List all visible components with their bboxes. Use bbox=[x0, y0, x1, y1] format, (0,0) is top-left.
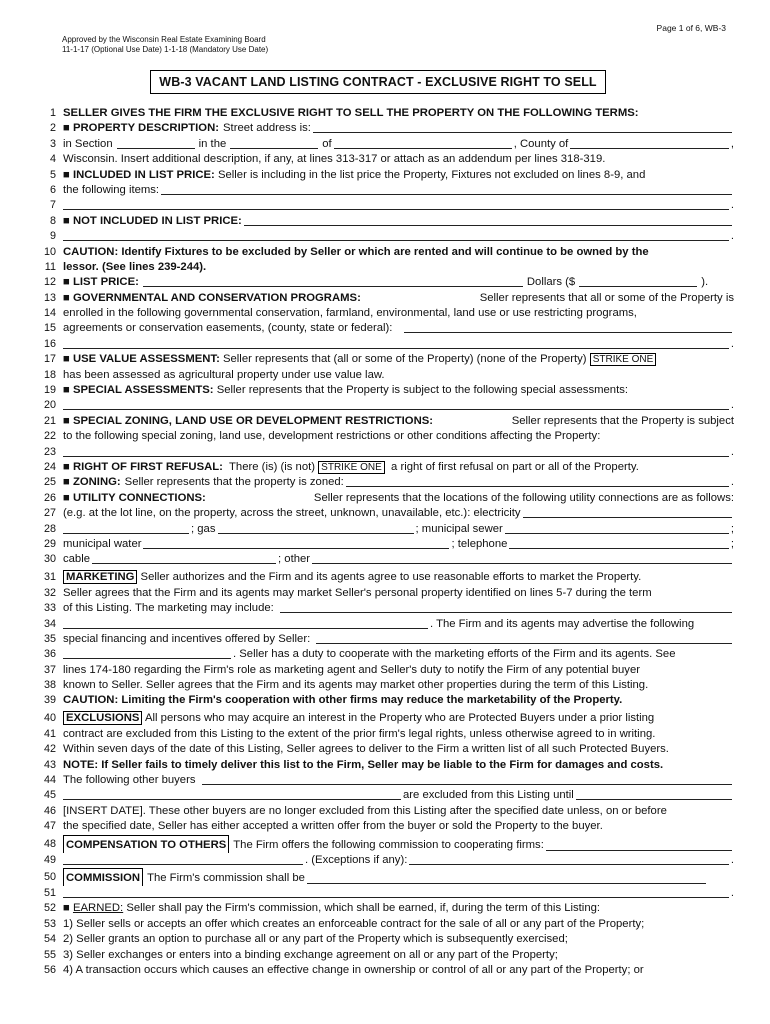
programs-field[interactable] bbox=[404, 321, 732, 333]
line-51: 51 . bbox=[28, 886, 734, 901]
approval-text: Approved by the Wisconsin Real Estate Examining Board bbox=[62, 35, 266, 44]
electricity-field-2[interactable] bbox=[63, 522, 189, 534]
line-text: ; municipal sewer bbox=[415, 522, 503, 535]
gas-field[interactable] bbox=[218, 522, 414, 534]
line-number: 12 bbox=[43, 276, 56, 289]
other-buyers-field[interactable] bbox=[202, 773, 733, 785]
line-46 bbox=[28, 804, 734, 819]
line-number: 4 bbox=[49, 153, 56, 166]
line-text: Seller represents that the locations of the following utility connections are as follows: bbox=[313, 491, 734, 504]
line-2 bbox=[28, 121, 734, 136]
line-23: 23 . bbox=[28, 445, 734, 460]
other-buyers-field-2[interactable] bbox=[63, 788, 401, 800]
subheading: EARNED: bbox=[72, 902, 124, 915]
line-number: 51 bbox=[43, 886, 56, 899]
bullet: ■ bbox=[63, 902, 70, 915]
line-54 bbox=[28, 932, 734, 947]
line-number: 1 bbox=[49, 107, 56, 119]
section-heading: ■ PROPERTY DESCRIPTION: bbox=[63, 122, 220, 135]
line-text: to the following special zoning, land use, development restrictions or other conditions affecting the Property: bbox=[63, 430, 601, 443]
line-text: agreements or conservation easements, (county, state or federal): bbox=[63, 322, 393, 335]
caution-text: CAUTION: Limiting the Firm's cooperation with other firms may reduce the marketability of the Property. bbox=[63, 694, 623, 707]
section-box-heading: COMPENSATION TO OTHERS bbox=[63, 835, 229, 853]
note-text: NOTE: If Seller fails to timely deliver this list to the Firm, Seller may be liable to the Firm for damages and costs. bbox=[63, 758, 664, 771]
line-number: 53 bbox=[43, 917, 56, 930]
line-38 bbox=[28, 678, 734, 693]
line-text: Seller represents that (all or some of the Property) (none of the Property) bbox=[222, 353, 587, 366]
line-number: 33 bbox=[43, 602, 56, 615]
line-number: 28 bbox=[43, 522, 56, 535]
line-number: 31 bbox=[43, 570, 56, 583]
line-number: 23 bbox=[43, 445, 56, 458]
line-text: Street address is: bbox=[223, 122, 311, 135]
line-number: 43 bbox=[43, 758, 56, 771]
list-price-words-field[interactable] bbox=[143, 275, 523, 287]
line-text: [INSERT DATE]. These other buyers are no longer excluded from this Listing after the specified date unless, on or before bbox=[63, 804, 667, 817]
line-number: 17 bbox=[43, 353, 56, 366]
section-heading: ■ SPECIAL ASSESSMENTS: bbox=[63, 384, 214, 397]
line-number: 19 bbox=[43, 384, 56, 397]
commission-field[interactable] bbox=[307, 872, 706, 884]
line-31 bbox=[28, 568, 734, 586]
line-53 bbox=[28, 917, 734, 932]
line-30 bbox=[28, 552, 734, 567]
strike-one-label: STRIKE ONE bbox=[590, 353, 657, 366]
exceptions-field[interactable] bbox=[409, 853, 729, 865]
line-text: Seller shall pay the Firm's commission, which shall be earned, if, during the term of this Listing: bbox=[126, 902, 601, 915]
line-text: , bbox=[730, 137, 734, 150]
section-field[interactable] bbox=[117, 137, 195, 149]
line-number: 29 bbox=[43, 537, 56, 550]
section-heading: ■ UTILITY CONNECTIONS: bbox=[63, 491, 206, 504]
cooperating-commission-field[interactable] bbox=[546, 839, 732, 851]
line-text: Seller authorizes and the Firm and its agents agree to use reasonable efforts to market the Property. bbox=[140, 570, 642, 583]
line-text: known to Seller. Seller agrees that the Firm and its agents may market other properties during the term of this Listing. bbox=[63, 679, 649, 692]
financing-field-2[interactable] bbox=[63, 647, 231, 659]
line-text: 2) Seller grants an option to purchase all or any part of the Property which is subsequently exercised; bbox=[63, 933, 568, 946]
other-utility-field[interactable] bbox=[312, 552, 732, 564]
line-number: 24 bbox=[43, 460, 56, 473]
included-items-field[interactable] bbox=[161, 183, 732, 195]
line-21 bbox=[28, 414, 734, 429]
municipality-type-field[interactable] bbox=[230, 137, 318, 149]
line-45 bbox=[28, 788, 734, 803]
line-text: Seller represents that the property is zoned: bbox=[124, 476, 344, 489]
line-number: 9 bbox=[49, 230, 56, 243]
line-49: 49 . (Exceptions if any): . bbox=[28, 853, 734, 868]
line-20: 20 . bbox=[28, 398, 734, 413]
financing-field[interactable] bbox=[316, 632, 732, 644]
line-4 bbox=[28, 152, 734, 167]
line-number: 48 bbox=[43, 837, 56, 850]
line-text: contract are excluded from this Listing to the extent of the prior firm's legal rights, unless otherwise agreed to in writing. bbox=[63, 727, 656, 740]
line-52 bbox=[28, 901, 734, 916]
line-number: 21 bbox=[43, 414, 56, 427]
line-number: 25 bbox=[43, 476, 56, 489]
line-10 bbox=[28, 245, 734, 260]
line-text: the specified date, Seller has either accepted a written offer from the buyer or sold the Property to the buyer. bbox=[63, 820, 603, 833]
line-number: 47 bbox=[43, 820, 56, 833]
line-text: Within seven days of the date of this Listing, Seller agrees to deliver to the Firm a written list of all such Protected Buyers. bbox=[63, 743, 669, 756]
line-text: has been assessed as agricultural property under use value law. bbox=[63, 368, 385, 381]
line-47 bbox=[28, 819, 734, 834]
line-text: . (Exceptions if any): bbox=[305, 853, 408, 866]
line-40 bbox=[28, 709, 734, 727]
line-text: in the bbox=[198, 137, 227, 150]
line-5 bbox=[28, 168, 734, 183]
line-32 bbox=[28, 586, 734, 601]
line-text: 4) A transaction occurs which causes an effective change in ownership or control of all or any part of the Property; or bbox=[63, 963, 644, 976]
line-35 bbox=[28, 632, 734, 647]
section-heading: ■ LIST PRICE: bbox=[63, 276, 139, 289]
line-36 bbox=[28, 647, 734, 662]
line-number: 49 bbox=[43, 853, 56, 866]
line-43 bbox=[28, 758, 734, 773]
line-29: 29 municipal water ; telephone ; bbox=[28, 537, 734, 552]
marketing-field[interactable] bbox=[280, 601, 732, 613]
special-zoning-field[interactable] bbox=[63, 445, 729, 457]
line-number: 42 bbox=[43, 743, 56, 756]
line-number: 3 bbox=[49, 137, 56, 150]
line-text: municipal water bbox=[63, 537, 142, 550]
line-27 bbox=[28, 506, 734, 521]
line-number: 18 bbox=[43, 368, 56, 381]
line-13 bbox=[28, 291, 734, 306]
line-50 bbox=[28, 868, 734, 886]
line-15 bbox=[28, 321, 734, 336]
line-number: 36 bbox=[43, 648, 56, 661]
line-number: 8 bbox=[49, 214, 56, 227]
line-text: , County of bbox=[513, 137, 569, 150]
line-8 bbox=[28, 214, 734, 229]
line-7: 7 . bbox=[28, 198, 734, 213]
line-12 bbox=[28, 275, 734, 290]
line-number: 50 bbox=[43, 870, 56, 883]
line-text: 3) Seller exchanges or enters into a binding exchange agreement on all or any part of the Property; bbox=[63, 948, 558, 961]
cable-field[interactable] bbox=[92, 552, 276, 564]
line-56 bbox=[28, 963, 734, 978]
line-text: the following items: bbox=[63, 183, 160, 196]
line-number: 35 bbox=[43, 632, 56, 645]
line-text: The Firm's commission shall be bbox=[147, 871, 305, 884]
line-26 bbox=[28, 491, 734, 506]
water-field[interactable] bbox=[143, 537, 449, 549]
line-text: Wisconsin. Insert additional description, if any, at lines 313-317 or attach as an addendum per lines 318-319. bbox=[63, 153, 606, 166]
caution-text: lessor. (See lines 239-244). bbox=[63, 260, 207, 273]
line-6 bbox=[28, 183, 734, 198]
line-text: . Seller has a duty to cooperate with the marketing efforts of the Firm and its agents. See bbox=[233, 648, 676, 661]
line-text: (e.g. at the lot line, on the property, across the street, unknown, unavailable, etc.): electricity bbox=[63, 507, 521, 520]
line-text: The Firm offers the following commission to cooperating firms: bbox=[233, 838, 544, 851]
line-11 bbox=[28, 260, 734, 275]
line-text: The following other buyers bbox=[63, 774, 196, 787]
line-text: special financing and incentives offered by Seller: bbox=[63, 632, 311, 645]
section-box-heading: COMMISSION bbox=[63, 868, 143, 886]
line-number: 40 bbox=[43, 711, 56, 724]
line-number: 32 bbox=[43, 586, 56, 599]
line-55 bbox=[28, 948, 734, 963]
zoning-field[interactable] bbox=[346, 475, 729, 487]
not-included-field-2[interactable] bbox=[63, 229, 729, 241]
line-number: 5 bbox=[49, 168, 56, 181]
line-text: Seller agrees that the Firm and its agents may market Seller's personal property identified on lines 5-7 during the term bbox=[63, 586, 652, 599]
section-heading: ■ GOVERNMENTAL AND CONSERVATION PROGRAMS: bbox=[63, 291, 361, 304]
special-assessments-field[interactable] bbox=[63, 398, 729, 410]
line-number: 6 bbox=[49, 183, 56, 196]
line-25: 25 ■ ZONING: Seller represents that the property is zoned: . bbox=[28, 475, 734, 490]
section-box-heading: EXCLUSIONS bbox=[63, 711, 142, 725]
line-text: lines 174-180 regarding the Firm's role as marketing agent and Seller's duty to notify the Firm of any potential buyer bbox=[63, 663, 640, 676]
contract-body bbox=[28, 106, 734, 978]
line-16: 16 . bbox=[28, 337, 734, 352]
line-22 bbox=[28, 429, 734, 444]
line-number: 27 bbox=[43, 507, 56, 520]
line-42 bbox=[28, 742, 734, 757]
cooperating-commission-field-2[interactable] bbox=[63, 853, 303, 865]
county-field[interactable] bbox=[570, 137, 729, 149]
line-text: ; other bbox=[278, 553, 311, 566]
not-included-field[interactable] bbox=[244, 214, 732, 226]
line-text: cable bbox=[63, 553, 91, 566]
line-number: 44 bbox=[43, 774, 56, 787]
line-number: 39 bbox=[43, 694, 56, 707]
line-number: 41 bbox=[43, 727, 56, 740]
line-text: enrolled in the following governmental conservation, farmland, environmental, land use or use restricting programs, bbox=[63, 307, 637, 320]
line-text: All persons who may acquire an interest in the Property who are Protected Buyers under a prior listing bbox=[144, 711, 655, 724]
line-17 bbox=[28, 352, 734, 367]
section-box-heading: MARKETING bbox=[63, 570, 137, 584]
document-title: WB-3 VACANT LAND LISTING CONTRACT - EXCLUSIVE RIGHT TO SELL bbox=[150, 70, 606, 94]
line-number: 10 bbox=[43, 245, 56, 258]
line-text: Dollars ($ bbox=[526, 276, 576, 289]
line-text: ; gas bbox=[191, 522, 216, 535]
line-34 bbox=[28, 617, 734, 632]
line-number: 16 bbox=[43, 337, 56, 350]
line-number: 15 bbox=[43, 322, 56, 335]
line-number: 54 bbox=[43, 933, 56, 946]
line-text: of bbox=[322, 137, 332, 150]
caution-text: CAUTION: Identify Fixtures to be excluded by Seller or which are rented and will continue to be owned by the bbox=[63, 245, 649, 258]
line-number: 22 bbox=[43, 430, 56, 443]
included-items-field-2[interactable] bbox=[63, 198, 729, 210]
line-text: of this Listing. The marketing may include: bbox=[63, 602, 274, 615]
line-1 bbox=[28, 106, 734, 121]
line-number: 37 bbox=[43, 663, 56, 676]
page-indicator: Page 1 of 6, WB-3 bbox=[656, 23, 726, 33]
line-number: 34 bbox=[43, 617, 56, 630]
line-text: Seller is including in the list price the Property, Fixtures not excluded on lines 8-9, and bbox=[217, 168, 646, 181]
line-number: 14 bbox=[43, 307, 56, 320]
section-heading: ■ NOT INCLUDED IN LIST PRICE: bbox=[63, 214, 242, 227]
line-text: a right of first refusal on part or all of the Property. bbox=[391, 460, 639, 473]
line-number: 13 bbox=[43, 291, 56, 304]
line-number: 56 bbox=[43, 963, 56, 976]
sewer-field[interactable] bbox=[505, 522, 729, 534]
line-19 bbox=[28, 383, 734, 398]
line-text: ; telephone bbox=[451, 537, 508, 550]
programs-field-2[interactable] bbox=[63, 337, 729, 349]
line-3 bbox=[28, 137, 734, 152]
line-41 bbox=[28, 727, 734, 742]
line-48 bbox=[28, 835, 734, 853]
line-number: 30 bbox=[43, 553, 56, 566]
line-text: 1) Seller sells or accepts an offer which creates an enforceable contract for the sale of all or any part of the Property; bbox=[63, 917, 645, 930]
line-9: 9 . bbox=[28, 229, 734, 244]
line-number: 11 bbox=[44, 260, 56, 273]
commission-field-2[interactable] bbox=[63, 886, 729, 898]
line-text: ). bbox=[701, 276, 709, 289]
line-14 bbox=[28, 306, 734, 321]
marketing-field-2[interactable] bbox=[63, 617, 428, 629]
line-39 bbox=[28, 693, 734, 708]
section-heading: ■ RIGHT OF FIRST REFUSAL: bbox=[63, 460, 223, 473]
strike-one-label: STRIKE ONE bbox=[318, 461, 385, 474]
line-28: 28 ; gas ; municipal sewer ; bbox=[28, 522, 734, 537]
line-24 bbox=[28, 460, 734, 475]
form-approval-header bbox=[62, 35, 268, 55]
line-text: There (is) (is not) bbox=[229, 460, 316, 473]
line-number: 45 bbox=[43, 789, 56, 802]
section-heading: ■ USE VALUE ASSESSMENT: bbox=[63, 353, 220, 366]
line-number: 38 bbox=[43, 679, 56, 692]
telephone-field[interactable] bbox=[509, 537, 728, 549]
list-price-amount-field[interactable] bbox=[579, 275, 697, 287]
line-number: 52 bbox=[43, 902, 56, 915]
line-number: 2 bbox=[49, 122, 56, 135]
line-33 bbox=[28, 601, 734, 616]
line-text: Seller represents that all or some of the Property is bbox=[479, 291, 734, 304]
section-heading: ■ SPECIAL ZONING, LAND USE OR DEVELOPMENT RESTRICTIONS: bbox=[63, 414, 434, 427]
section-heading: ■ INCLUDED IN LIST PRICE: bbox=[63, 168, 215, 181]
electricity-field[interactable] bbox=[523, 506, 732, 518]
line-text: SELLER GIVES THE FIRM THE EXCLUSIVE RIGHT TO SELL THE PROPERTY ON THE FOLLOWING TERMS: bbox=[63, 107, 639, 119]
line-text: . The Firm and its agents may advertise the following bbox=[430, 617, 695, 630]
exclusion-date-field[interactable] bbox=[576, 788, 732, 800]
line-text: in Section bbox=[63, 137, 113, 150]
street-address-field[interactable] bbox=[313, 121, 732, 133]
line-44 bbox=[28, 773, 734, 788]
line-number: 46 bbox=[43, 804, 56, 817]
line-text: are excluded from this Listing until bbox=[403, 789, 574, 802]
line-number: 55 bbox=[43, 948, 56, 961]
section-heading: ■ ZONING: bbox=[63, 476, 121, 489]
line-text: Seller represents that the Property is subject to the following special assessments: bbox=[216, 384, 629, 397]
line-text: Seller represents that the Property is subject bbox=[511, 414, 734, 427]
municipality-field[interactable] bbox=[334, 137, 512, 149]
line-37 bbox=[28, 663, 734, 678]
line-number: 26 bbox=[43, 491, 56, 504]
line-18 bbox=[28, 368, 734, 383]
approval-dates: 11-1-17 (Optional Use Date) 1-1-18 (Mandatory Use Date) bbox=[62, 45, 269, 54]
line-number: 20 bbox=[43, 399, 56, 412]
line-number: 7 bbox=[49, 199, 56, 212]
